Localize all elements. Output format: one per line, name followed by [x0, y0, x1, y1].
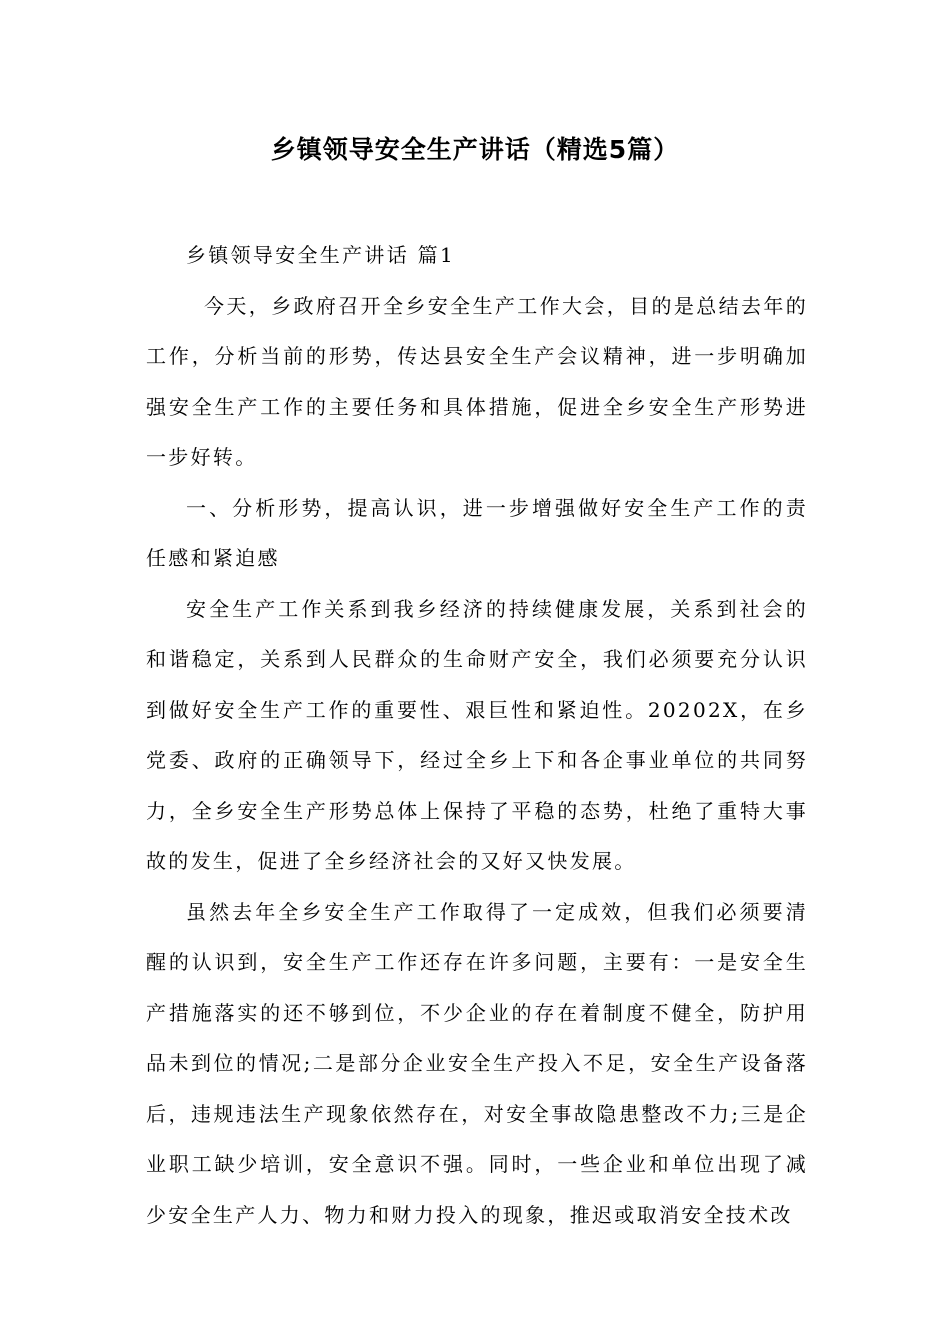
section-heading: 乡镇领导安全生产讲话 篇1 — [186, 243, 455, 267]
document-body — [146, 230, 808, 1240]
paragraph-intro: 今天，乡政府召开全乡安全生产工作大会，目的是总结去年的工作，分析当前的形势，传达县安全生产会议精神，进一步明确加强安全生产工作的主要任务和具体措施，促进全乡安全生产形势进一步好转。 — [146, 293, 808, 469]
paragraph-heading-one: 一、分析形势，提高认识，进一步增强做好安全生产工作的责任感和紧迫感 — [146, 495, 808, 570]
paragraph-situation: 安全生产工作关系到我乡经济的持续健康发展，关系到社会的和谐稳定，关系到人民群众的生命财产安全，我们必须要充分认识到做好安全生产工作的重要性、艰巨性和紧迫性。20202X，在乡党委、政府的正确领导下，经过全乡上下和各企事业单位的共同努力，全乡安全生产形势总体上保持了平稳的态势，杜绝了重特大事故的发生，促进了全乡经济社会的又好又快发展。 — [146, 596, 808, 873]
paragraph-problems: 虽然去年全乡安全生产工作取得了一定成效，但我们必须要清醒的认识到，安全生产工作还存在许多问题，主要有：一是安全生产措施落实的还不够到位，不少企业的存在着制度不健全，防护用品未到位的情况;二是部分企业安全生产投入不足，安全生产设备落后，违规违法生产现象依然存在，对安全事故隐患整改不力;三是企业职工缺少培训，安全意识不强。同时，一些企业和单位出现了减少安全生产人力、物力和财力投入的现象，推迟或取消安全技术改 — [146, 899, 808, 1227]
document-title: 乡镇领导安全生产讲话（精选5篇） — [270, 135, 680, 164]
